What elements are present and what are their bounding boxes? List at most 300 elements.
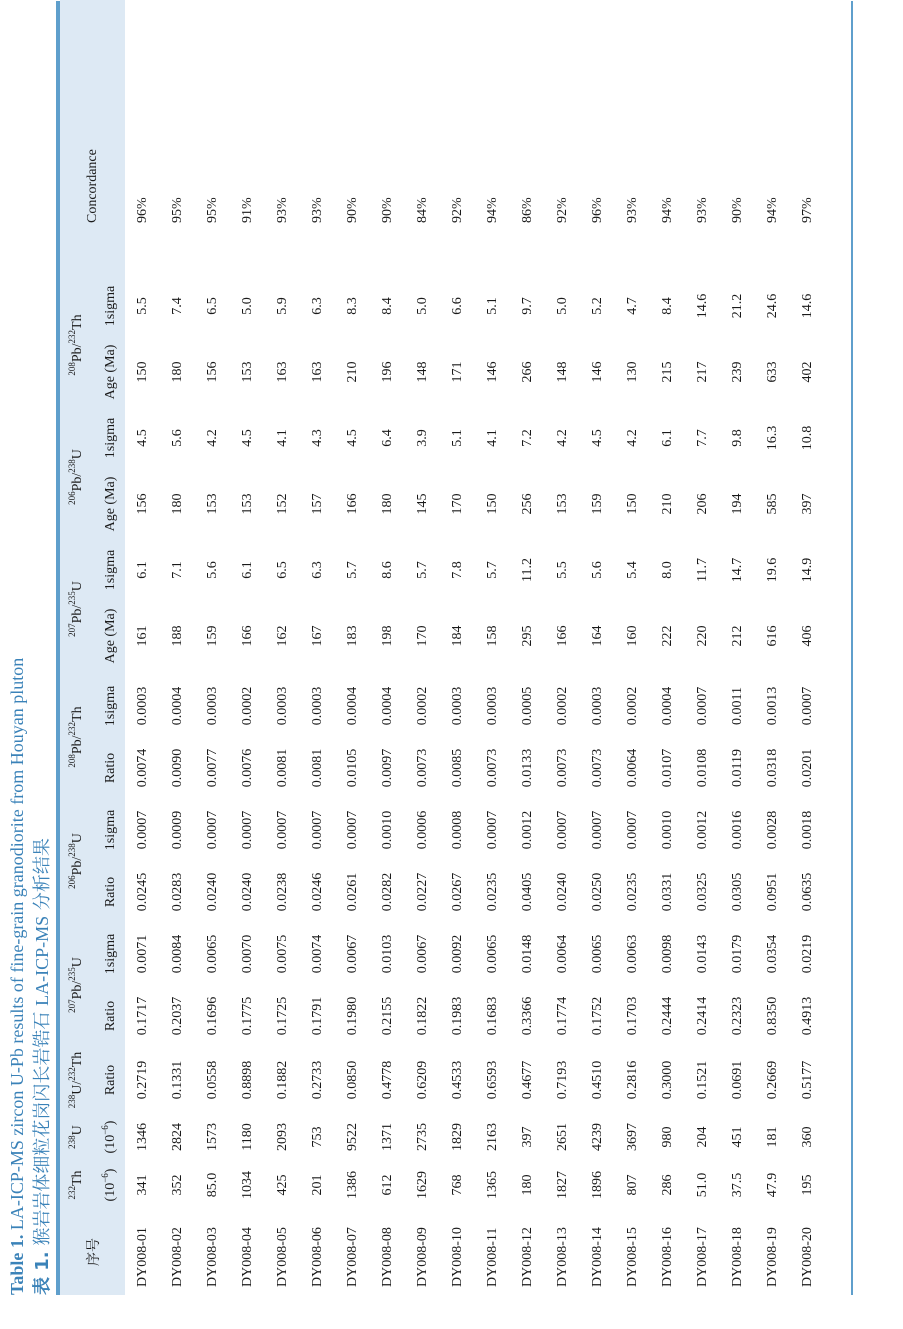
cell-u-th-ratio: 0.1331	[169, 1060, 185, 1100]
cell-sample-id: DY008-08	[379, 1227, 395, 1287]
cell-pb208-th232-sigma: 0.0011	[729, 687, 745, 725]
cell-pb207-u235-sigma: 0.0063	[624, 934, 640, 974]
cell-concordance: 92%	[449, 197, 465, 223]
cell-age-208-232: 171	[449, 361, 465, 383]
cell-age-208-232: 148	[414, 361, 430, 383]
cell-pb208-th232-sigma: 0.0003	[309, 686, 325, 726]
header-sigma: 1sigma	[96, 923, 125, 985]
cell-age-207-235-sigma: 8.6	[379, 561, 395, 579]
cell-sample-id: DY008-01	[134, 1227, 150, 1287]
table-row	[440, 0, 475, 1295]
cell-pb208-th232-ratio: 0.0318	[764, 748, 780, 788]
cell-pb206-u238-ratio: 0.0331	[659, 872, 675, 912]
cell-pb208-th232-sigma: 0.0002	[624, 686, 640, 726]
cell-sample-id: DY008-06	[309, 1227, 325, 1287]
cell-age-207-235: 188	[169, 625, 185, 647]
cell-age-206-238: 157	[309, 493, 325, 515]
caption-text-zh-c: 分析结果	[32, 838, 53, 916]
header-sigma: 1sigma	[96, 543, 125, 597]
cell-age-208-232-sigma: 14.6	[799, 293, 815, 319]
cell-pb206-u238-sigma: 0.0007	[624, 810, 640, 850]
cell-pb206-u238-sigma: 0.0016	[729, 810, 745, 850]
cell-th232-ppm: 1365	[484, 1171, 500, 1199]
cell-age-207-235-sigma: 11.2	[519, 558, 535, 582]
cell-u-th-ratio: 0.4533	[449, 1060, 465, 1100]
cell-age-206-238-sigma: 16.3	[764, 425, 780, 451]
cell-pb208-th232-ratio: 0.0081	[274, 748, 290, 788]
cell-age-206-238: 397	[799, 493, 815, 515]
cell-age-208-232-sigma: 8.4	[659, 297, 675, 315]
cell-pb208-th232-sigma: 0.0013	[764, 686, 780, 726]
table-row	[650, 0, 685, 1295]
cell-th232-ppm: 1896	[589, 1171, 605, 1199]
cell-pb206-u238-ratio: 0.0635	[799, 872, 815, 912]
cell-pb207-u235-ratio: 0.1774	[554, 996, 570, 1036]
cell-pb208-th232-sigma: 0.0004	[659, 686, 675, 726]
header-u-th-ratio: $^{238}$U/$^{232}$Th	[60, 1047, 96, 1113]
cell-age-208-232-sigma: 8.4	[379, 297, 395, 315]
header-age: Age (Ma)	[96, 597, 125, 675]
cell-u-th-ratio: 0.4677	[519, 1060, 535, 1100]
cell-pb207-u235-sigma: 0.0092	[449, 934, 465, 974]
cell-u-th-ratio: 0.3000	[659, 1060, 675, 1100]
cell-age-208-232-sigma: 14.6	[694, 293, 710, 319]
cell-th232-ppm: 1386	[344, 1171, 360, 1199]
cell-u-th-ratio: 0.0850	[344, 1060, 360, 1100]
cell-u-th-ratio: 0.8898	[239, 1060, 255, 1100]
cell-pb208-th232-ratio: 0.0077	[204, 748, 220, 788]
cell-pb207-u235-sigma: 0.0219	[799, 934, 815, 974]
results-table	[60, 0, 825, 1295]
caption-text-zh-b: LA-ICP-MS	[32, 915, 52, 1006]
cell-u-th-ratio: 0.2719	[134, 1060, 150, 1100]
header-age-pb206-u238: $^{206}$Pb/$^{238}$U	[60, 411, 96, 543]
header-ratio: Ratio	[96, 737, 125, 799]
cell-pb207-u235-sigma: 0.0065	[204, 934, 220, 974]
table-row	[265, 0, 300, 1295]
cell-u-th-ratio: 0.1882	[274, 1060, 290, 1100]
cell-pb206-u238-sigma: 0.0007	[484, 810, 500, 850]
cell-pb206-u238-sigma: 0.0008	[449, 810, 465, 850]
cell-age-208-232-sigma: 5.0	[239, 297, 255, 315]
cell-pb208-th232-ratio: 0.0133	[519, 748, 535, 788]
cell-pb206-u238-ratio: 0.0235	[624, 872, 640, 912]
cell-concordance: 92%	[554, 197, 570, 223]
cell-concordance: 90%	[729, 197, 745, 223]
cell-u-th-ratio: 0.4778	[379, 1060, 395, 1100]
cell-th232-ppm: 37.5	[729, 1172, 745, 1198]
cell-pb207-u235-ratio: 0.1752	[589, 996, 605, 1036]
cell-age-207-235: 212	[729, 625, 745, 647]
cell-age-208-232-sigma: 5.5	[134, 297, 150, 315]
cell-age-207-235: 166	[239, 625, 255, 647]
cell-pb206-u238-ratio: 0.0267	[449, 872, 465, 912]
cell-th232-ppm: 425	[274, 1174, 290, 1196]
header-ratio: Ratio	[96, 861, 125, 923]
cell-pb207-u235-ratio: 0.1683	[484, 996, 500, 1036]
cell-pb207-u235-ratio: 0.1791	[309, 996, 325, 1036]
cell-age-206-238-sigma: 4.5	[589, 429, 605, 447]
cell-age-207-235-sigma: 5.7	[484, 561, 500, 579]
cell-pb207-u235-sigma: 0.0064	[554, 934, 570, 974]
cell-pb208-th232-sigma: 0.0003	[134, 686, 150, 726]
cell-age-206-238-sigma: 3.9	[414, 429, 430, 447]
cell-pb206-u238-ratio: 0.0240	[204, 872, 220, 912]
cell-concordance: 86%	[519, 197, 535, 223]
cell-age-207-235: 295	[519, 625, 535, 647]
cell-age-207-235: 162	[274, 625, 290, 647]
cell-pb208-th232-sigma: 0.0004	[379, 686, 395, 726]
cell-pb206-u238-sigma: 0.0007	[344, 810, 360, 850]
cell-age-207-235: 198	[379, 625, 395, 647]
cell-pb206-u238-ratio: 0.0238	[274, 872, 290, 912]
cell-pb206-u238-sigma: 0.0007	[134, 810, 150, 850]
cell-concordance: 95%	[204, 197, 220, 223]
cell-pb206-u238-ratio: 0.0283	[169, 872, 185, 912]
table-row	[545, 0, 580, 1295]
cell-age-207-235: 159	[204, 625, 220, 647]
header-sigma: 1sigma	[96, 799, 125, 861]
cell-age-206-238: 194	[729, 493, 745, 515]
cell-age-207-235-sigma: 5.7	[414, 561, 430, 579]
cell-age-208-232: 130	[624, 361, 640, 383]
cell-age-208-232: 266	[519, 361, 535, 383]
cell-concordance: 94%	[659, 197, 675, 223]
cell-sample-id: DY008-14	[589, 1227, 605, 1287]
cell-pb208-th232-ratio: 0.0076	[239, 748, 255, 788]
cell-pb208-th232-sigma: 0.0007	[799, 686, 815, 726]
cell-th232-ppm: 341	[134, 1174, 150, 1196]
cell-u238-ppm: 9522	[344, 1123, 360, 1151]
cell-age-207-235-sigma: 6.1	[134, 561, 150, 579]
cell-pb207-u235-sigma: 0.0074	[309, 934, 325, 974]
cell-pb206-u238-sigma: 0.0007	[309, 810, 325, 850]
cell-sample-id: DY008-12	[519, 1227, 535, 1287]
table-row	[510, 0, 545, 1295]
cell-sample-id: DY008-15	[624, 1227, 640, 1287]
table-row	[195, 0, 230, 1295]
table-row	[720, 0, 755, 1295]
cell-pb207-u235-sigma: 0.0067	[414, 934, 430, 974]
cell-sample-id: DY008-18	[729, 1227, 745, 1287]
cell-sample-id: DY008-04	[239, 1227, 255, 1287]
cell-u238-ppm: 360	[799, 1126, 815, 1148]
cell-pb207-u235-ratio: 0.1725	[274, 996, 290, 1036]
cell-u238-ppm: 2093	[274, 1123, 290, 1151]
cell-pb207-u235-sigma: 0.0179	[729, 934, 745, 974]
cell-age-208-232: 210	[344, 361, 360, 383]
cell-age-206-238-sigma: 5.1	[449, 429, 465, 447]
cell-concordance: 90%	[344, 197, 360, 223]
cell-pb207-u235-ratio: 0.2414	[694, 996, 710, 1036]
cell-pb208-th232-ratio: 0.0119	[729, 749, 745, 787]
table-row	[615, 0, 650, 1295]
cell-pb208-th232-sigma: 0.0003	[484, 686, 500, 726]
cell-age-208-232-sigma: 24.6	[764, 293, 780, 319]
table-row	[580, 0, 615, 1295]
cell-pb206-u238-sigma: 0.0018	[799, 810, 815, 850]
cell-u-th-ratio: 0.2816	[624, 1060, 640, 1100]
caption-text-zh-a: 猴岩岩体细粒花岗闪长岩锆石	[32, 1005, 53, 1252]
cell-age-207-235: 220	[694, 625, 710, 647]
cell-pb207-u235-ratio: 0.3366	[519, 996, 535, 1036]
cell-age-208-232: 633	[764, 361, 780, 383]
cell-pb207-u235-sigma: 0.0065	[484, 934, 500, 974]
cell-concordance: 97%	[799, 197, 815, 223]
cell-pb206-u238-ratio: 0.0240	[554, 872, 570, 912]
caption-english	[7, 658, 28, 1295]
cell-pb207-u235-ratio: 0.4913	[799, 996, 815, 1036]
cell-pb208-th232-ratio: 0.0074	[134, 748, 150, 788]
cell-u-th-ratio: 0.6209	[414, 1060, 430, 1100]
cell-age-206-238-sigma: 4.2	[554, 429, 570, 447]
header-ppm-u: $(10^{-6})$	[96, 1113, 125, 1161]
cell-age-206-238: 210	[659, 493, 675, 515]
cell-age-208-232: 217	[694, 361, 710, 383]
cell-u238-ppm: 181	[764, 1126, 780, 1148]
header-ratio: Ratio	[96, 985, 125, 1047]
cell-concordance: 96%	[134, 197, 150, 223]
cell-age-208-232: 148	[554, 361, 570, 383]
cell-pb207-u235-ratio: 0.1775	[239, 996, 255, 1036]
header-age-pb208-th232: $^{208}$Pb/$^{232}$Th	[60, 279, 96, 411]
cell-pb206-u238-sigma: 0.0007	[204, 810, 220, 850]
header-age: Age (Ma)	[96, 465, 125, 543]
cell-age-208-232: 402	[799, 361, 815, 383]
cell-pb207-u235-sigma: 0.0103	[379, 934, 395, 974]
cell-th232-ppm: 1629	[414, 1171, 430, 1199]
cell-u-th-ratio: 0.2669	[764, 1060, 780, 1100]
cell-age-207-235: 184	[449, 625, 465, 647]
cell-age-208-232: 163	[309, 361, 325, 383]
header-pb207-u235: $^{207}$Pb/$^{235}$U	[60, 923, 96, 1047]
cell-sample-id: DY008-07	[344, 1227, 360, 1287]
cell-pb208-th232-ratio: 0.0107	[659, 748, 675, 788]
cell-age-206-238-sigma: 4.1	[274, 429, 290, 447]
cell-pb208-th232-sigma: 0.0007	[694, 686, 710, 726]
cell-age-206-238: 150	[624, 493, 640, 515]
cell-u238-ppm: 1829	[449, 1123, 465, 1151]
cell-pb208-th232-sigma: 0.0003	[589, 686, 605, 726]
table-row	[755, 0, 790, 1295]
cell-concordance: 93%	[694, 197, 710, 223]
cell-age-206-238-sigma: 4.5	[344, 429, 360, 447]
cell-u238-ppm: 397	[519, 1126, 535, 1148]
header-age: Age (Ma)	[96, 333, 125, 411]
cell-sample-id: DY008-11	[484, 1227, 500, 1287]
cell-pb207-u235-ratio: 0.1983	[449, 996, 465, 1036]
cell-u238-ppm: 1371	[379, 1123, 395, 1151]
cell-age-208-232-sigma: 6.5	[204, 297, 220, 315]
cell-pb206-u238-sigma: 0.0007	[554, 810, 570, 850]
cell-pb206-u238-ratio: 0.0282	[379, 872, 395, 912]
cell-pb206-u238-ratio: 0.0951	[764, 872, 780, 912]
table-row	[335, 0, 370, 1295]
cell-age-206-238-sigma: 4.2	[204, 429, 220, 447]
cell-age-208-232-sigma: 5.9	[274, 297, 290, 315]
table-header	[60, 0, 125, 1295]
cell-th232-ppm: 51.0	[694, 1172, 710, 1198]
cell-pb207-u235-sigma: 0.0070	[239, 934, 255, 974]
cell-pb206-u238-sigma: 0.0006	[414, 810, 430, 850]
cell-age-206-238-sigma: 4.3	[309, 429, 325, 447]
cell-age-208-232: 146	[484, 361, 500, 383]
cell-th232-ppm: 85.0	[204, 1172, 220, 1198]
cell-age-207-235-sigma: 7.8	[449, 561, 465, 579]
cell-age-206-238-sigma: 4.5	[239, 429, 255, 447]
cell-pb206-u238-sigma: 0.0009	[169, 810, 185, 850]
cell-pb207-u235-sigma: 0.0071	[134, 934, 150, 974]
cell-concordance: 93%	[309, 197, 325, 223]
cell-age-206-238-sigma: 9.8	[729, 429, 745, 447]
cell-pb206-u238-ratio: 0.0246	[309, 872, 325, 912]
cell-age-206-238: 180	[169, 493, 185, 515]
cell-age-206-238-sigma: 4.2	[624, 429, 640, 447]
cell-u238-ppm: 204	[694, 1126, 710, 1148]
cell-age-208-232: 196	[379, 361, 395, 383]
cell-pb207-u235-ratio: 0.1822	[414, 996, 430, 1036]
cell-age-206-238: 150	[484, 493, 500, 515]
header-age-pb207-u235: $^{207}$Pb/$^{235}$U	[60, 543, 96, 675]
cell-pb208-th232-ratio: 0.0097	[379, 748, 395, 788]
cell-age-206-238-sigma: 7.7	[694, 429, 710, 447]
cell-age-206-238: 145	[414, 493, 430, 515]
header-th232: $^{232}$Th	[60, 1161, 96, 1209]
cell-pb207-u235-sigma: 0.0075	[274, 934, 290, 974]
cell-age-206-238-sigma: 4.5	[134, 429, 150, 447]
cell-pb207-u235-sigma: 0.0098	[659, 934, 675, 974]
cell-u-th-ratio: 0.7193	[554, 1060, 570, 1100]
cell-age-207-235-sigma: 8.0	[659, 561, 675, 579]
header-sigma: 1sigma	[96, 675, 125, 737]
cell-pb207-u235-sigma: 0.0354	[764, 934, 780, 974]
cell-age-207-235: 164	[589, 625, 605, 647]
header-ratio: Ratio	[96, 1047, 125, 1113]
cell-th232-ppm: 286	[659, 1174, 675, 1196]
cell-pb208-th232-ratio: 0.0085	[449, 748, 465, 788]
cell-pb206-u238-ratio: 0.0305	[729, 872, 745, 912]
header-ppm-th: $(10^{-6})$	[96, 1161, 125, 1209]
cell-u-th-ratio: 0.6593	[484, 1060, 500, 1100]
cell-pb207-u235-ratio: 0.1980	[344, 996, 360, 1036]
cell-sample-id: DY008-10	[449, 1227, 465, 1287]
cell-age-206-238: 170	[449, 493, 465, 515]
cell-age-207-235: 222	[659, 625, 675, 647]
cell-u238-ppm: 2824	[169, 1123, 185, 1151]
cell-th232-ppm: 201	[309, 1174, 325, 1196]
cell-pb206-u238-ratio: 0.0325	[694, 872, 710, 912]
cell-age-208-232: 163	[274, 361, 290, 383]
cell-age-206-238: 153	[204, 493, 220, 515]
cell-age-207-235-sigma: 5.7	[344, 561, 360, 579]
cell-pb208-th232-ratio: 0.0064	[624, 748, 640, 788]
cell-pb206-u238-sigma: 0.0010	[659, 810, 675, 850]
cell-age-207-235-sigma: 5.5	[554, 561, 570, 579]
cell-age-206-238: 180	[379, 493, 395, 515]
cell-pb208-th232-sigma: 0.0004	[169, 686, 185, 726]
cell-age-207-235: 406	[799, 625, 815, 647]
cell-u-th-ratio: 0.0691	[729, 1060, 745, 1100]
cell-sample-id: DY008-16	[659, 1227, 675, 1287]
table-row	[125, 0, 160, 1295]
cell-age-208-232-sigma: 5.0	[414, 297, 430, 315]
cell-age-208-232: 215	[659, 361, 675, 383]
cell-age-206-238: 206	[694, 493, 710, 515]
cell-th232-ppm: 180	[519, 1174, 535, 1196]
cell-sample-id: DY008-09	[414, 1227, 430, 1287]
cell-th232-ppm: 768	[449, 1174, 465, 1196]
cell-sample-id: DY008-05	[274, 1227, 290, 1287]
cell-u238-ppm: 3697	[624, 1123, 640, 1151]
cell-age-206-238-sigma: 10.8	[799, 425, 815, 451]
cell-age-206-238-sigma: 6.4	[379, 429, 395, 447]
cell-pb208-th232-ratio: 0.0073	[554, 748, 570, 788]
cell-age-208-232: 156	[204, 361, 220, 383]
cell-pb208-th232-sigma: 0.0003	[274, 686, 290, 726]
header-sample: 序号	[60, 1209, 125, 1295]
cell-age-208-232-sigma: 5.0	[554, 297, 570, 315]
cell-concordance: 95%	[169, 197, 185, 223]
table-row	[230, 0, 265, 1295]
cell-sample-id: DY008-03	[204, 1227, 220, 1287]
cell-th232-ppm: 612	[379, 1174, 395, 1196]
cell-pb208-th232-sigma: 0.0005	[519, 686, 535, 726]
cell-u-th-ratio: 0.1521	[694, 1060, 710, 1100]
cell-pb206-u238-ratio: 0.0250	[589, 872, 605, 912]
cell-pb208-th232-sigma: 0.0002	[239, 686, 255, 726]
cell-pb206-u238-ratio: 0.0261	[344, 872, 360, 912]
cell-age-207-235-sigma: 5.6	[589, 561, 605, 579]
cell-pb207-u235-sigma: 0.0084	[169, 934, 185, 974]
cell-age-208-232-sigma: 21.2	[729, 293, 745, 319]
cell-concordance: 91%	[239, 197, 255, 223]
cell-pb206-u238-sigma: 0.0010	[379, 810, 395, 850]
cell-pb207-u235-sigma: 0.0065	[589, 934, 605, 974]
cell-concordance: 94%	[484, 197, 500, 223]
cell-age-207-235: 166	[554, 625, 570, 647]
cell-age-206-238: 152	[274, 493, 290, 515]
cell-age-207-235-sigma: 5.6	[204, 561, 220, 579]
cell-age-208-232: 239	[729, 361, 745, 383]
cell-age-207-235: 167	[309, 625, 325, 647]
cell-pb208-th232-ratio: 0.0073	[484, 748, 500, 788]
cell-pb208-th232-sigma: 0.0004	[344, 686, 360, 726]
cell-th232-ppm: 1827	[554, 1171, 570, 1199]
cell-pb206-u238-sigma: 0.0012	[694, 810, 710, 850]
cell-concordance: 94%	[764, 197, 780, 223]
table-row	[160, 0, 195, 1295]
caption-chinese	[28, 838, 54, 1295]
cell-age-207-235-sigma: 11.7	[694, 558, 710, 582]
cell-age-208-232: 180	[169, 361, 185, 383]
cell-age-208-232-sigma: 6.3	[309, 297, 325, 315]
cell-pb207-u235-ratio: 0.2444	[659, 996, 675, 1036]
cell-sample-id: DY008-02	[169, 1227, 185, 1287]
cell-u238-ppm: 753	[309, 1126, 325, 1148]
cell-sample-id: DY008-13	[554, 1227, 570, 1287]
cell-age-207-235-sigma: 7.1	[169, 561, 185, 579]
cell-pb207-u235-ratio: 0.1717	[134, 996, 150, 1036]
cell-pb207-u235-ratio: 0.8350	[764, 996, 780, 1036]
cell-age-207-235: 160	[624, 625, 640, 647]
cell-u-th-ratio: 0.5177	[799, 1060, 815, 1100]
cell-age-208-232-sigma: 5.1	[484, 297, 500, 315]
cell-pb208-th232-ratio: 0.0201	[799, 748, 815, 788]
cell-u238-ppm: 2735	[414, 1123, 430, 1151]
table-row	[790, 0, 825, 1295]
cell-age-206-238: 153	[239, 493, 255, 515]
cell-age-206-238: 166	[344, 493, 360, 515]
